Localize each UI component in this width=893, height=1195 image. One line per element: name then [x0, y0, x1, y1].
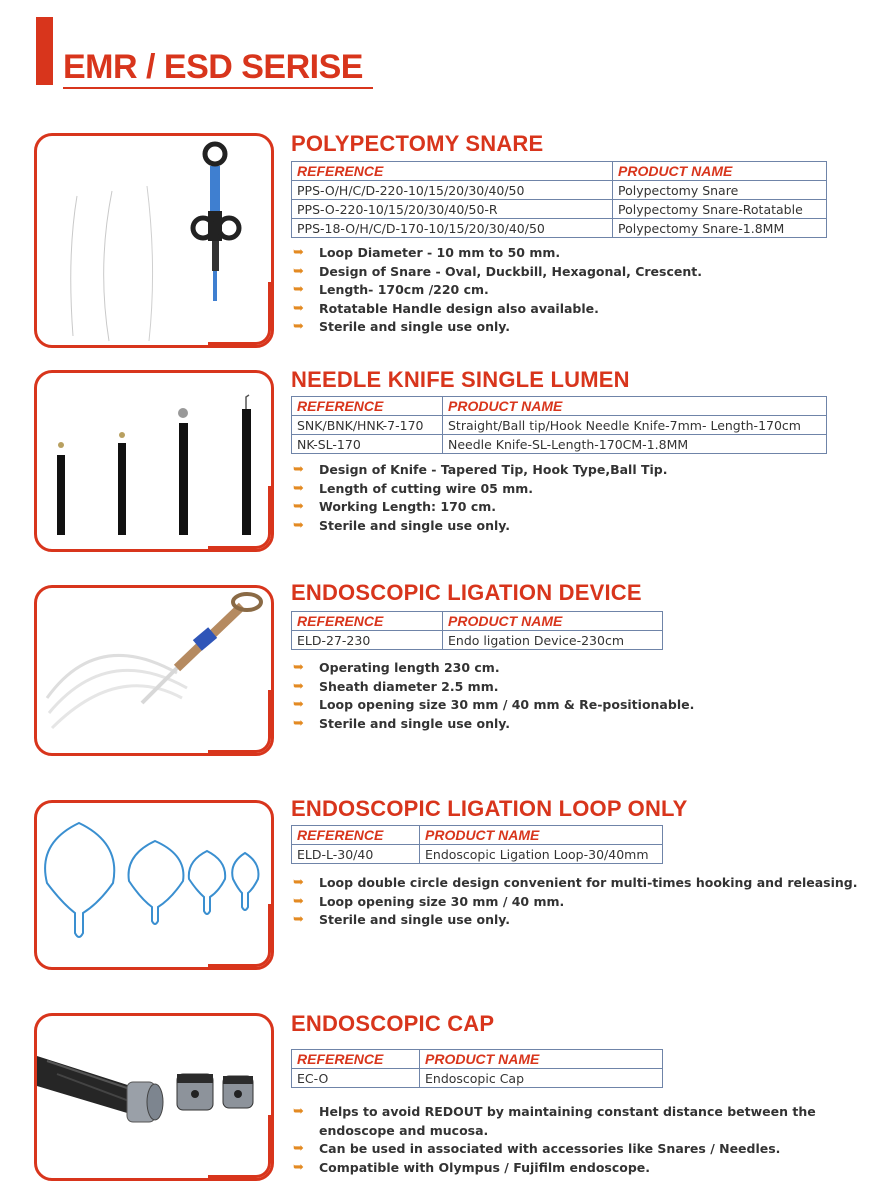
- table-row: [292, 200, 827, 219]
- reference-cell: ELD-27-230: [292, 631, 443, 650]
- reference-cell: SNK/BNK/HNK-7-170: [292, 416, 443, 435]
- list-item: ➥ Can be used in associated with accessories like Snares / Needles.: [291, 1140, 871, 1159]
- product-name-cell: Straight/Ball tip/Hook Needle Knife-7mm- Length-170cm: [443, 416, 827, 435]
- section-title: NEEDLE KNIFE SINGLE LUMEN: [291, 367, 630, 392]
- needle-knife-image: [34, 370, 274, 552]
- section-title: ENDOSCOPIC LIGATION DEVICE: [291, 580, 642, 605]
- product-name-header: PRODUCT NAME: [613, 162, 827, 181]
- ligation-loop-image: [34, 800, 274, 970]
- list-item: ➥ Length- 170cm /220 cm.: [291, 281, 702, 300]
- table-row: [292, 416, 827, 435]
- list-item: ➥ Compatible with Olympus / Fujifilm endoscope.: [291, 1159, 871, 1178]
- product-name-cell: Endoscopic Ligation Loop-30/40mm: [420, 845, 663, 864]
- product-name-cell: Polypectomy Snare: [613, 181, 827, 200]
- reference-cell: PPS-18-O/H/C/D-170-10/15/20/30/40/50: [292, 219, 613, 238]
- list-item: ➥ Design of Knife - Tapered Tip, Hook Type,Ball Tip.: [291, 461, 667, 480]
- ligation-device-image: [34, 585, 274, 756]
- reference-cell: PPS-O/H/C/D-220-10/15/20/30/40/50: [292, 181, 613, 200]
- list-item: ➥ Sterile and single use only.: [291, 715, 694, 734]
- reference-header: REFERENCE: [292, 1050, 420, 1069]
- list-item: ➥ Design of Snare - Oval, Duckbill, Hexagonal, Crescent.: [291, 263, 702, 282]
- section-title: POLYPECTOMY SNARE: [291, 131, 544, 156]
- product-name-cell: Polypectomy Snare-Rotatable: [613, 200, 827, 219]
- reference-header: REFERENCE: [292, 162, 613, 181]
- list-item: ➥ Working Length: 170 cm.: [291, 498, 667, 517]
- feature-list: [291, 244, 702, 337]
- endoscopic-cap-image: [34, 1013, 274, 1181]
- reference-header: REFERENCE: [292, 397, 443, 416]
- section-title: ENDOSCOPIC LIGATION LOOP ONLY: [291, 796, 688, 821]
- title-underline: [63, 87, 373, 89]
- feature-list: [291, 461, 667, 535]
- list-item: ➥ Sterile and single use only.: [291, 517, 667, 536]
- list-item: ➥ Helps to avoid REDOUT by maintaining constant distance between the endoscope and mucosa.: [291, 1103, 871, 1140]
- reference-cell: PPS-O-220-10/15/20/30/40/50-R: [292, 200, 613, 219]
- table-row: [292, 1069, 663, 1088]
- title-accent-bar: [36, 17, 53, 85]
- list-item: ➥ Sheath diameter 2.5 mm.: [291, 678, 694, 697]
- reference-table: [291, 1049, 663, 1088]
- product-name-cell: Needle Knife-SL-Length-170CM-1.8MM: [443, 435, 827, 454]
- table-row: [292, 631, 663, 650]
- product-name-cell: Polypectomy Snare-1.8MM: [613, 219, 827, 238]
- table-row: [292, 435, 827, 454]
- reference-cell: ELD-L-30/40: [292, 845, 420, 864]
- page-title: EMR / ESD SERISE: [63, 48, 363, 86]
- product-name-cell: Endoscopic Cap: [420, 1069, 663, 1088]
- product-name-header: PRODUCT NAME: [443, 612, 663, 631]
- polypectomy-snare-image: [34, 133, 274, 348]
- reference-table: [291, 825, 663, 864]
- reference-table: [291, 161, 827, 238]
- list-item: ➥ Loop opening size 30 mm / 40 mm.: [291, 893, 858, 912]
- list-item: ➥ Loop opening size 30 mm / 40 mm & Re-positionable.: [291, 696, 694, 715]
- list-item: ➥ Rotatable Handle design also available.: [291, 300, 702, 319]
- product-name-cell: Endo ligation Device-230cm: [443, 631, 663, 650]
- reference-header: REFERENCE: [292, 826, 420, 845]
- reference-table: [291, 611, 663, 650]
- table-row: [292, 845, 663, 864]
- section-title: ENDOSCOPIC CAP: [291, 1011, 495, 1036]
- feature-list: [291, 659, 694, 733]
- list-item: ➥ Sterile and single use only.: [291, 911, 858, 930]
- list-item: ➥ Loop double circle design convenient for multi-times hooking and releasing.: [291, 874, 858, 893]
- list-item: ➥ Loop Diameter - 10 mm to 50 mm.: [291, 244, 702, 263]
- product-name-header: PRODUCT NAME: [420, 1050, 663, 1069]
- product-name-header: PRODUCT NAME: [443, 397, 827, 416]
- feature-list: [291, 1103, 871, 1177]
- product-name-header: PRODUCT NAME: [420, 826, 663, 845]
- table-row: [292, 181, 827, 200]
- reference-cell: NK-SL-170: [292, 435, 443, 454]
- list-item: ➥ Sterile and single use only.: [291, 318, 702, 337]
- reference-cell: EC-O: [292, 1069, 420, 1088]
- feature-list: [291, 874, 858, 930]
- list-item: ➥ Length of cutting wire 05 mm.: [291, 480, 667, 499]
- reference-table: [291, 396, 827, 454]
- list-item: ➥ Operating length 230 cm.: [291, 659, 694, 678]
- reference-header: REFERENCE: [292, 612, 443, 631]
- table-row: [292, 219, 827, 238]
